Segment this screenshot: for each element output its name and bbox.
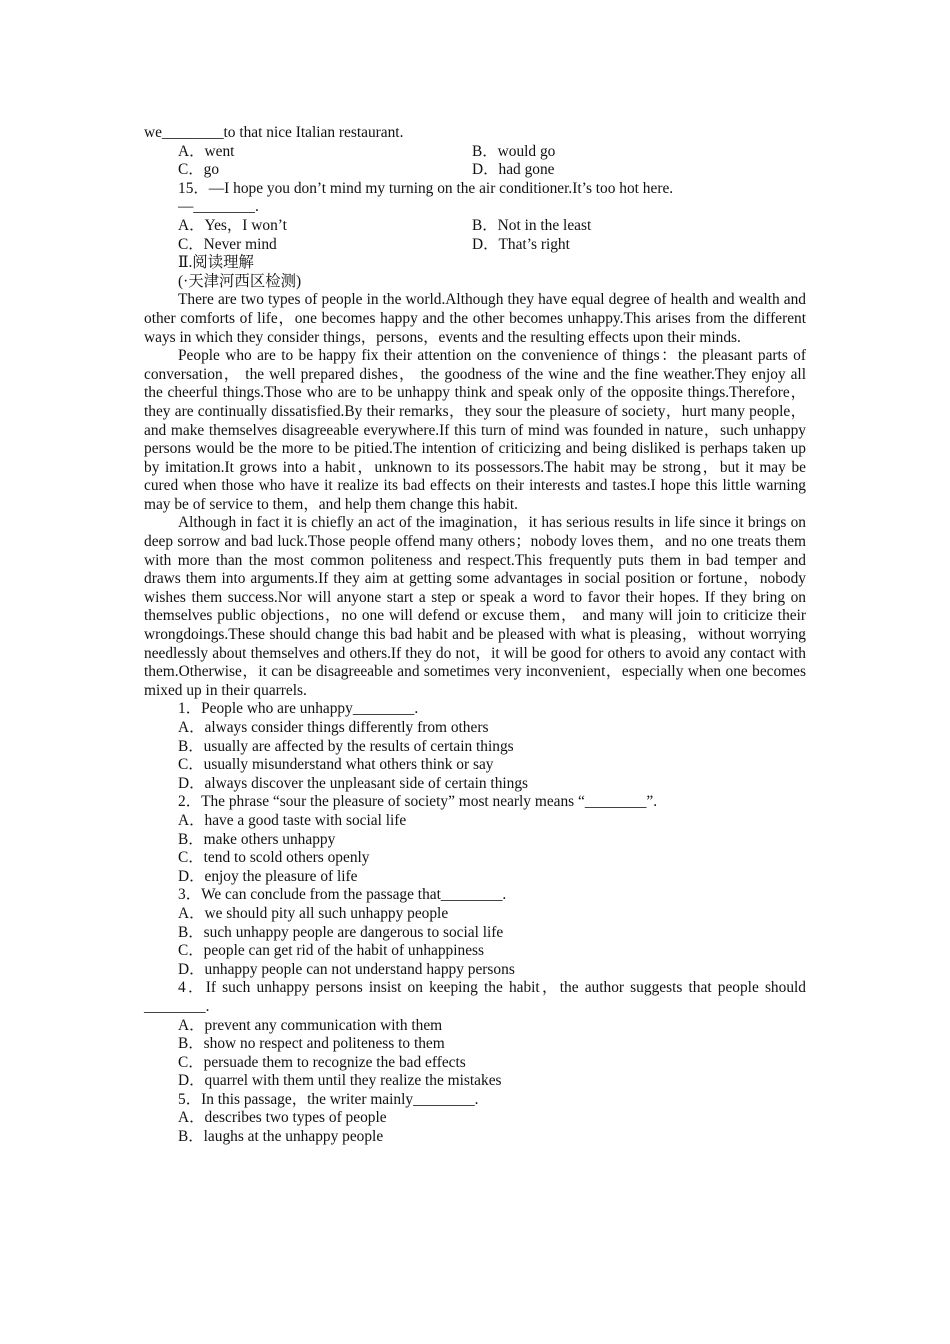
q15-options-row-2 [144,236,806,255]
q14-option-c: C．go [178,161,220,179]
q15-option-a: A．Yes，I won’t [178,216,287,234]
question-1-stem: 1．People who are unhappy________. [178,700,419,718]
q15-option-c: C．Never mind [178,235,277,253]
question-3-option-d: D．unhappy people can not understand happy persons [178,960,515,978]
question-2-option-c: C．tend to scold others openly [178,849,370,867]
q15-option-b: B．Not in the least [472,216,592,234]
question-4-option-b: B．show no respect and politeness to them [178,1035,445,1053]
q14-options-row-1 [144,143,806,162]
question-2-stem: 2．The phrase “sour the pleasure of society” most nearly means “________”. [178,793,658,811]
q14-option-d: D．had gone [472,161,555,179]
question-1-option-b: B．usually are affected by the results of certain things [178,737,514,755]
question-4-option-c: C．persuade them to recognize the bad effects [178,1053,466,1071]
question-4-option-d: D．quarrel with them until they realize the mistakes [178,1072,502,1090]
question-1-option-a: A．always consider things differently from others [178,719,489,736]
question-5-option-b: B．laughs at the unhappy people [178,1128,384,1146]
question-2-option-b: B．make others unhappy [178,830,336,848]
passage-paragraph-3: Although in fact it is chiefly an act of the imagination，it has serious results in life since it brings on deep sorrow and bad luck.Those people offend many others；nobody loves them，and no one treats them with more than the most common politeness and respect.This frequently puts them in bad temper and draws them into arguments.If they aim at getting some advantages in social position or fortune，nobody wishes them success.Nor will anyone start a step or speak a word to favor their hopes. If they bring on themselves public objections，no one will defend or excuse them， and many will join to criticize their wrongdoings.These should change this bad habit and be pleased with what is pleasing，without worrying needlessly about themselves and others.If they do not，it will be good for others to avoid any contact with them.Otherwise，it can be disagreeable and sometimes very inconvenient，especially when one becomes mixed up in their quarrels. [144,514,806,699]
question-3-option-a: A．we should pity all such unhappy people [178,904,449,922]
q14-option-b: B．would go [472,142,556,160]
passage-paragraph-2: People who are to be happy fix their attention on the convenience of things：the pleasant parts of conversation， the well prepared dishes， the goodness of the wine and the fine weather.They enjoy all the cheerful things.Those who are to be unhappy think and speak only of the opposite things.Therefore，they are continually dissatisfied.By their remarks，they sour the pleasure of society，hurt many people，and make themselves disagreeable everywhere.If this turn of mind was founded in nature，such unhappy persons would be the more to be pitied.The intention of criticizing and being disliked is perhaps taken up by imitation.It grows into a habit，unknown to its possessors.The habit may be strong，but it may be cured when those who have it realize its bad effects on their interests and tastes.I hope this little warning may be of service to them，and help them change this habit. [144,347,806,513]
question-1-option-c: C．usually misunderstand what others think or say [178,756,494,774]
passage-paragraph-1: There are two types of people in the world.Although they have equal degree of health and wealth and other comforts of life，one becomes happy and the other becomes unhappy.This arises from the different ways in which they consider things，persons，events and the resulting effects upon their minds. [144,291,806,346]
q14-option-a: A．went [178,142,235,160]
question-5-stem: 5．In this passage，the writer mainly________. [178,1090,479,1108]
question-1-option-d: D．always discover the unpleasant side of certain things [178,774,529,792]
question-4-stem: 4．If such unhappy persons insist on keeping the habit，the author suggests that people should ________. [144,979,806,1015]
question-3-option-c: C．people can get rid of the habit of unhappiness [178,942,485,960]
q15-options-row-1 [144,217,806,236]
q15-stem: 15．—I hope you don’t mind my turning on the air conditioner.It’s too hot here. [178,179,674,197]
section-title: Ⅱ.阅读理解 [178,254,254,272]
q14-options-row-2 [144,161,806,180]
question-3-option-b: B．such unhappy people are dangerous to social life [178,923,504,941]
question-4-option-a: A．prevent any communication with them [178,1016,443,1034]
q15-reply: —________. [178,198,259,216]
question-2-option-a: A．have a good taste with social life [178,811,407,829]
question-5-option-a: A．describes two types of people [178,1109,387,1127]
document-page [144,124,806,1147]
question-3-stem: 3．We can conclude from the passage that________. [178,886,507,904]
q15-option-d: D．That’s right [472,235,570,253]
q14-stem-end: we________to that nice Italian restaurant. [144,124,404,141]
section-source: (·天津河西区检测) [178,272,302,290]
question-2-option-d: D．enjoy the pleasure of life [178,867,358,885]
